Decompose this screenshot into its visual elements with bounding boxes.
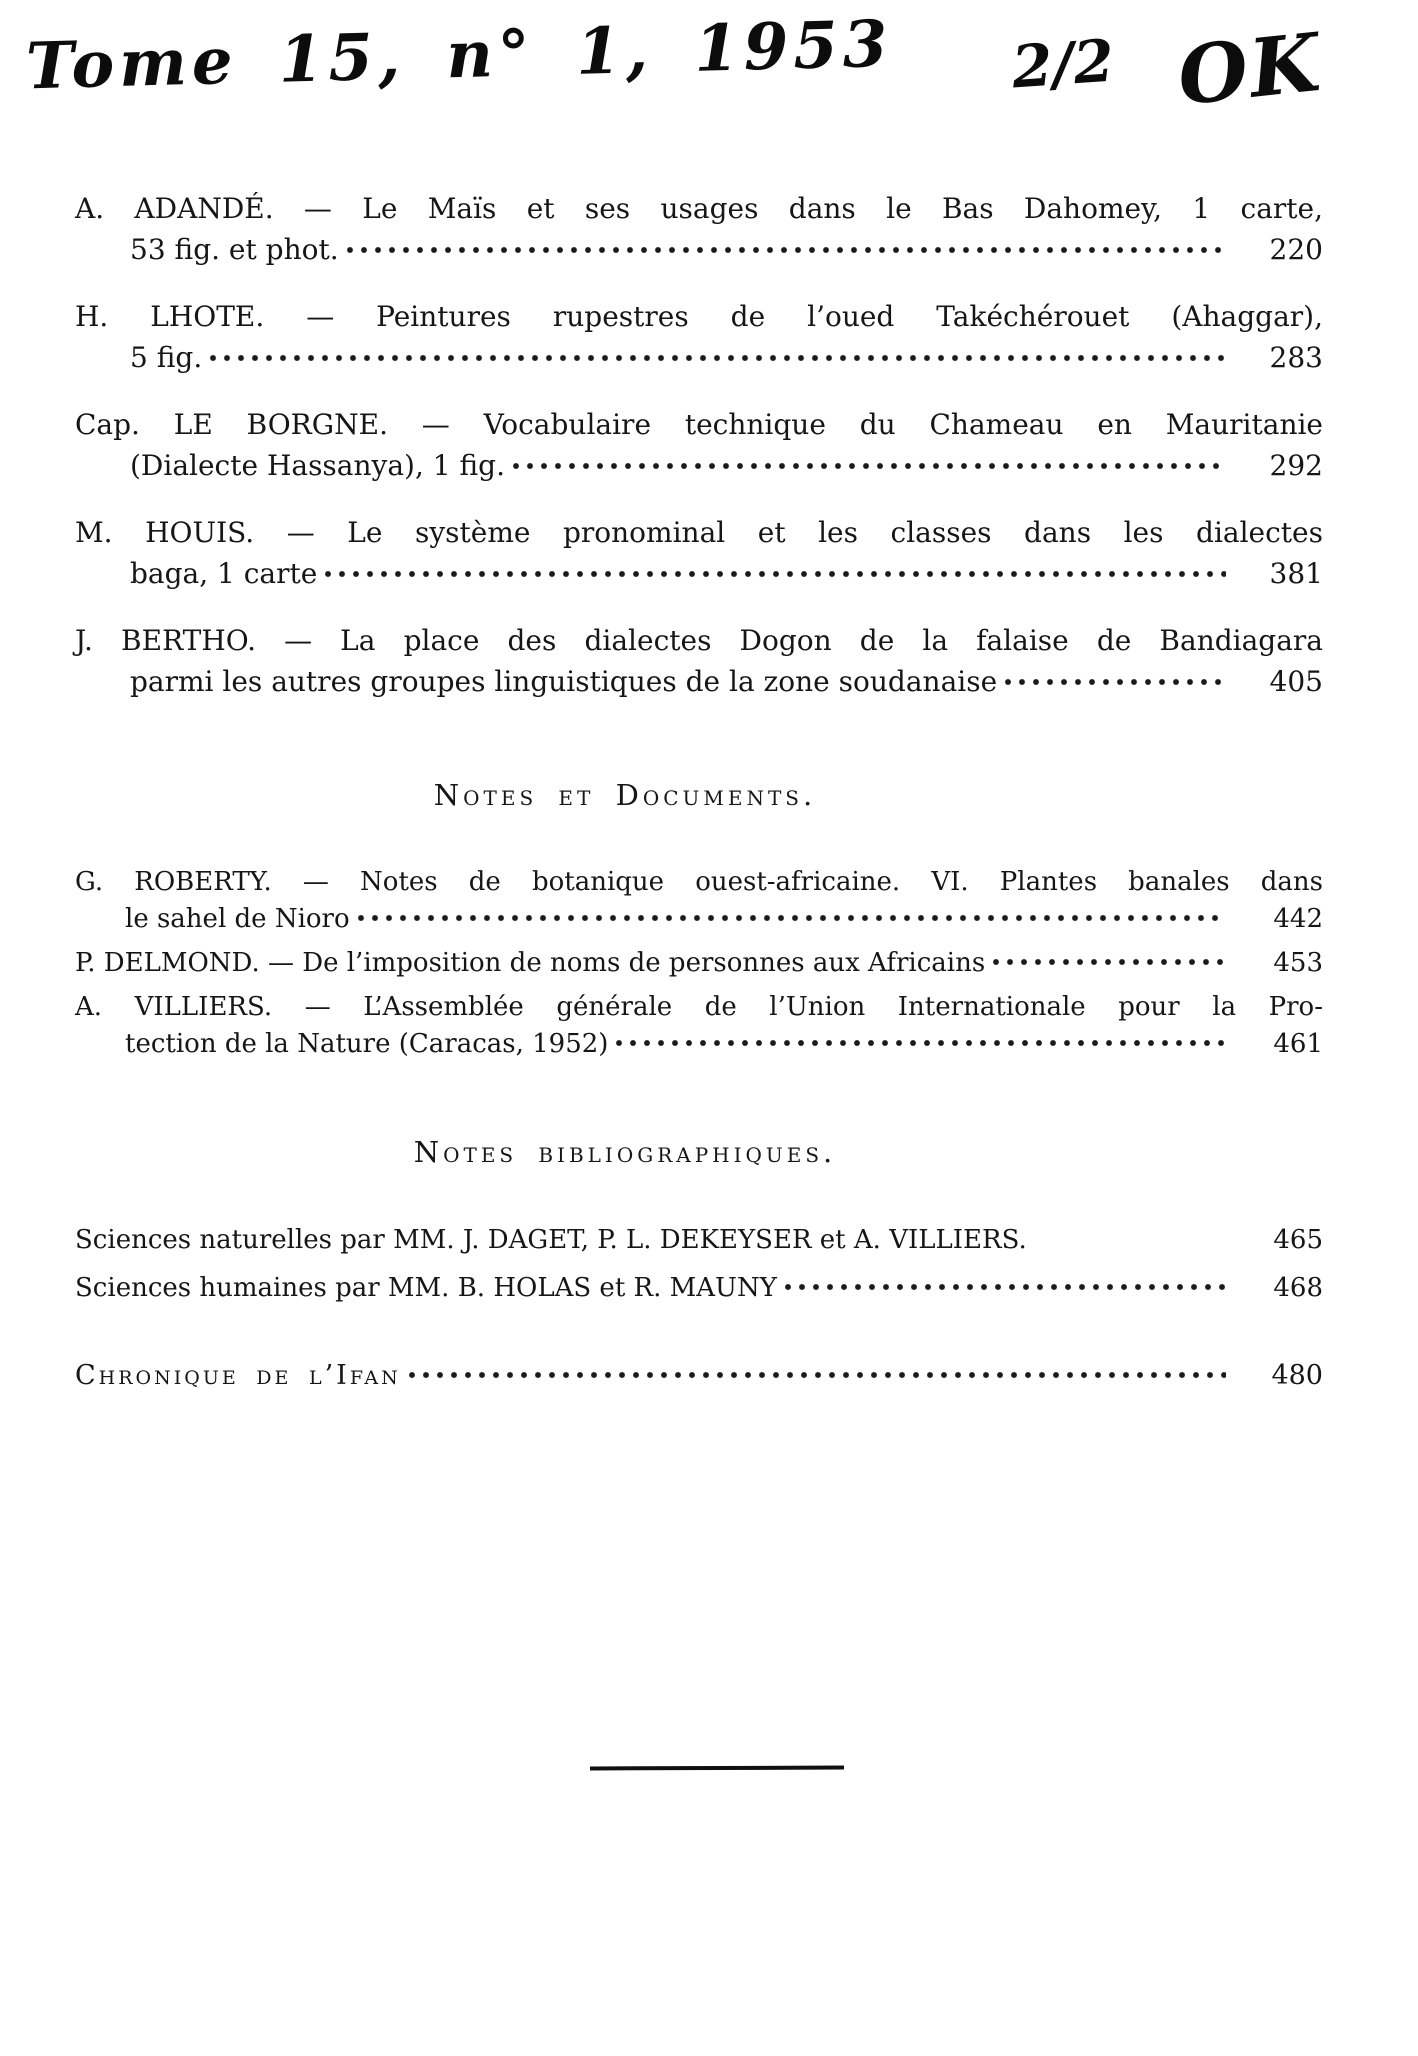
toc-entry-adande — [75, 188, 1323, 270]
entry-continuation: tection de la Nature (Caracas, 1952) — [125, 1029, 609, 1059]
entry-title-line: A. ADANDÉ. — Le Maïs et ses usages dans le Bas Dahomey, 1 carte, — [75, 192, 1323, 225]
page-number: 442 — [1273, 904, 1323, 934]
toc-entry-lhote — [75, 296, 1323, 378]
entry-continuation: 53 fig. et phot. — [130, 233, 339, 266]
toc-entry-bertho — [75, 620, 1323, 702]
toc-chronique-section — [75, 1356, 1323, 1396]
entry-title-line: J. BERTHO. — La place des dialectes Dogon de la falaise de Bandiagara — [75, 624, 1323, 657]
page-number: 468 — [1273, 1273, 1323, 1303]
entry-title-line: M. HOUIS. — Le système pronominal et les classes dans les dialectes — [75, 516, 1323, 549]
section-heading-notes-documents: Notes et Documents. — [433, 778, 817, 812]
page-number: 405 — [1269, 665, 1323, 698]
handwritten-ok-mark: OK — [1173, 14, 1326, 124]
end-divider-rule — [590, 1766, 844, 1771]
entry-title-line: G. ROBERTY. — Notes de botanique ouest-africaine. VI. Plantes banales dans — [75, 867, 1323, 897]
section-heading-notes-bibliographiques: Notes bibliographiques. — [413, 1135, 837, 1169]
entry-title-line: P. DELMOND. — De l’imposition de noms de personnes aux Africains — [75, 948, 986, 978]
entry-title-line: H. LHOTE. — Peintures rupestres de l’oued Takéchérouet (Ahaggar), — [75, 300, 1323, 333]
page-number: 480 — [1271, 1360, 1323, 1391]
toc-entry-sciences-humaines — [75, 1270, 1323, 1307]
handwritten-sheet-note: 2/2 — [1009, 26, 1117, 102]
toc-entry-sciences-naturelles — [75, 1222, 1323, 1259]
entry-title-line: A. VILLIERS. — L’Assemblée générale de l’Union Internationale pour la Pro- — [75, 992, 1323, 1022]
entry-continuation: baga, 1 carte — [130, 557, 318, 590]
toc-entry-delmond — [75, 945, 1323, 982]
toc-entry-leborgne — [75, 404, 1323, 486]
page-number: 381 — [1269, 557, 1323, 590]
entry-continuation: (Dialecte Hassanya), 1 fig. — [130, 449, 505, 482]
handwritten-volume-note: Tome 15, n° 1, 1953 — [25, 6, 894, 105]
page-number: 283 — [1269, 341, 1323, 374]
entry-continuation: parmi les autres groupes linguistiques de la zone soudanaise — [130, 665, 998, 698]
page-number: 465 — [1273, 1225, 1323, 1255]
toc-articles-section — [75, 188, 1323, 728]
entry-title-line: Sciences naturelles par MM. J. DAGET, P. L. DEKEYSER et A. VILLIERS. — [75, 1225, 1027, 1255]
toc-entry-roberty — [75, 864, 1323, 938]
page-number: 453 — [1273, 948, 1323, 978]
page-number: 461 — [1273, 1029, 1323, 1059]
entry-continuation: le sahel de Nioro — [125, 904, 350, 934]
page-number: 220 — [1269, 233, 1323, 266]
toc-notes-biblio-section — [75, 1222, 1323, 1318]
toc-entry-houis — [75, 512, 1323, 594]
entry-title-line: Sciences humaines par MM. B. HOLAS et R. MAUNY — [75, 1273, 777, 1303]
toc-notes-documents-section — [75, 864, 1323, 1070]
toc-entry-villiers — [75, 989, 1323, 1063]
entry-continuation: 5 fig. — [130, 341, 203, 374]
page-number: 292 — [1269, 449, 1323, 482]
entry-title-line: Cap. LE BORGNE. — Vocabulaire technique du Chameau en Mauritanie — [75, 408, 1323, 441]
chronique-title: Chronique de l’Ifan — [75, 1360, 401, 1391]
